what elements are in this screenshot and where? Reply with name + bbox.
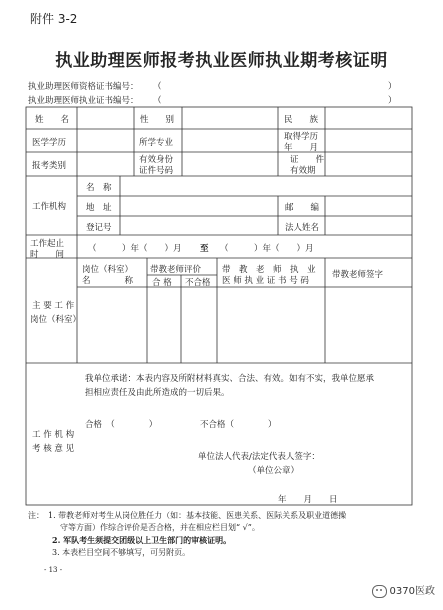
pledge-text: 我单位承诺：本表内容及所附材料真实、合法、有效。如有不实，我单位愿承 [85, 374, 375, 384]
opinion-label: 工 作 机 构 [32, 430, 75, 440]
post-section-label-2: 岗位（科室） [30, 315, 82, 325]
degree-date-label-2: 年 月 [284, 143, 319, 153]
id-number-label-2: 证件号码 [139, 166, 174, 176]
chat-bubble-icon [372, 585, 387, 598]
eval-col-header: 带教老师评价 [150, 265, 202, 275]
signature-label: 单位法人代表/法定代表人签字： [198, 452, 320, 462]
name-label: 姓 名 [35, 115, 70, 125]
work-end-date: （ ）年（ ）月 [220, 244, 314, 254]
post-section-label: 主 要 工 作 [32, 301, 75, 311]
seal-label: （单位公章） [248, 466, 300, 476]
work-period-label: 工作起止 [30, 239, 65, 249]
ethnicity-label: 民 族 [284, 115, 319, 125]
work-period-label-2: 时 间 [30, 250, 65, 260]
qualification-cert-open: （ [153, 82, 162, 92]
cert-col-header: 带 教 老 师 执 业 [222, 265, 316, 275]
pass-col-header: 合 格 [152, 278, 172, 288]
id-valid-label-2: 有效期 [290, 166, 316, 176]
qualification-cert-label: 执业助理医师资格证书编号： [28, 82, 139, 92]
post-col-header: 岗位（科室） [82, 265, 134, 275]
id-number-label: 有效身份 [139, 155, 174, 165]
note-2: 2. 军队考生须提交团级以上卫生部门的审核证明。 [52, 535, 232, 545]
cert-col-header-2: 医 师 执 业 证 书 号 码 [222, 276, 309, 286]
org-legal-rep-label: 法人姓名 [285, 223, 320, 233]
org-reg-label: 登记号 [86, 223, 112, 233]
watermark [372, 582, 435, 598]
page-number: - 13 - [44, 566, 63, 574]
note-1: 注： 1. 带教老师对考生从岗位胜任力（如：基本技能、医患关系、医际关系及职业道德操 [28, 511, 347, 520]
opinion-label-2: 考 核 意 见 [32, 444, 75, 454]
note-1-cont: 守等方面）作综合评价是否合格，并在相应栏目划“ √”。 [60, 523, 260, 532]
watermark-text: 0370医政 [389, 586, 435, 597]
form-outer-border [26, 107, 412, 505]
attachment-label: 附件 3-2 [30, 12, 78, 26]
gender-label: 性 别 [140, 115, 175, 125]
work-period-to: 至 [200, 244, 209, 254]
org-name-label: 名 称 [86, 183, 112, 193]
practice-cert-close: ） [388, 96, 397, 106]
sign-col-header: 带教老师签字 [332, 270, 384, 280]
fail-col-header: 不合格 [185, 278, 211, 288]
practice-cert-label: 执业助理医师执业证书编号： [28, 96, 139, 106]
qualification-cert-close: ） [388, 82, 397, 92]
major-label: 所学专业 [139, 138, 174, 148]
org-postcode-label: 邮 编 [285, 203, 320, 213]
post-col-header-2: 名 称 [82, 276, 134, 286]
pledge-text-2: 担相应责任及由此所造成的一切后果。 [85, 388, 230, 398]
practice-cert-open: （ [153, 96, 162, 106]
id-valid-label: 证 件 [290, 155, 325, 165]
work-start-date: （ ）年（ ）月 [88, 244, 182, 254]
opinion-date: 年 月 日 [278, 495, 338, 505]
pass-option: 合格 （ ） [85, 420, 158, 430]
education-label: 医学学历 [32, 138, 67, 148]
degree-date-label: 取得学历 [284, 132, 319, 142]
work-org-label: 工作机构 [32, 202, 67, 212]
org-address-label: 地 址 [86, 203, 112, 213]
exam-category-label: 报考类别 [32, 161, 67, 171]
fail-option: 不合格（ ） [200, 420, 277, 430]
note-3: 3. 本表栏目空间不够填写，可另附页。 [52, 548, 191, 557]
page-title: 执业助理医师报考执业医师执业期考核证明 [55, 51, 388, 71]
